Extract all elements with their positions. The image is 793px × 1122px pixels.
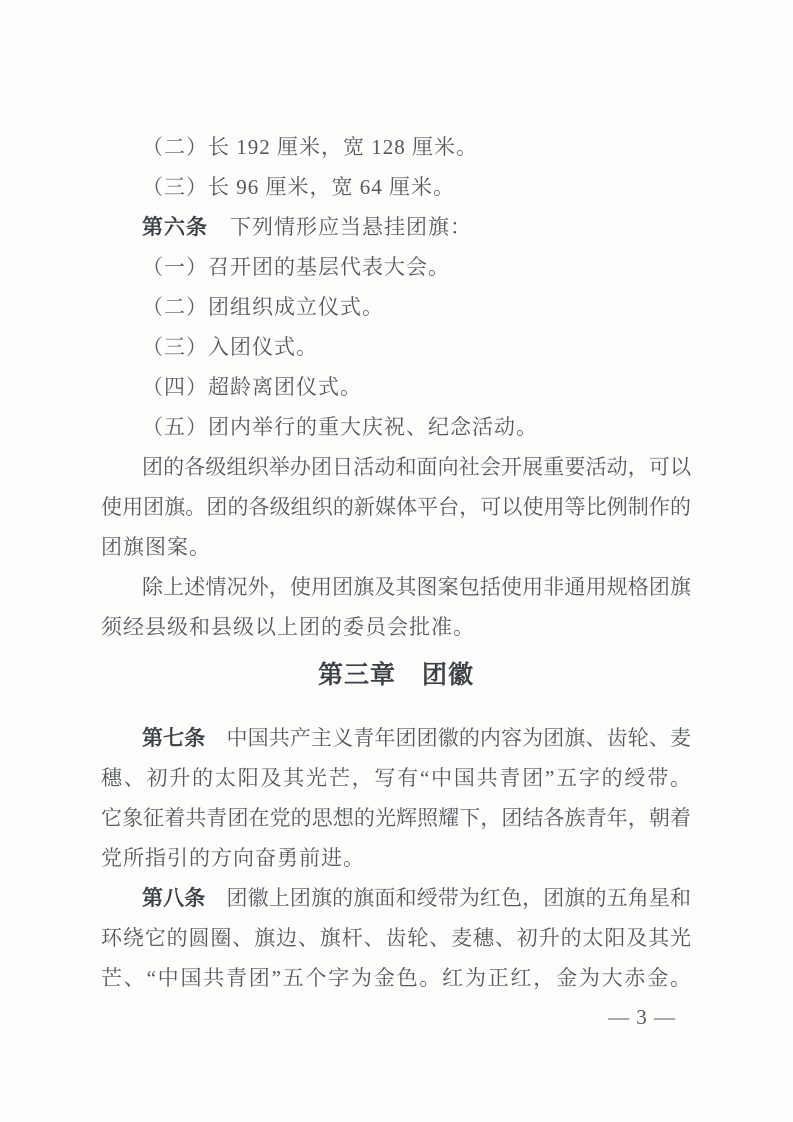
- line-text: 下列情形应当悬挂团旗：: [208, 215, 472, 239]
- line-text: 须经县级和县级以上团的委员会批准。: [101, 615, 475, 639]
- doc-line: [101, 718, 691, 758]
- doc-body: [101, 127, 691, 998]
- chapter-heading: 第三章 团徽: [317, 662, 474, 689]
- doc-line: [101, 527, 691, 567]
- doc-line: [101, 327, 691, 367]
- doc-line: [101, 958, 691, 998]
- doc-line: [101, 367, 691, 407]
- line-text: 除上述情况外，使用团旗及其图案包括使用非通用规格团旗: [142, 575, 691, 599]
- doc-line: [101, 838, 691, 878]
- doc-line: [101, 878, 691, 918]
- line-text: 团徽上团旗的旗面和绶带为红色，团旗的五角星和: [205, 886, 692, 910]
- doc-line: [101, 447, 691, 487]
- article-number-label: 第六条: [142, 215, 208, 239]
- doc-line: [101, 247, 691, 287]
- line-text: （一）召开团的基层代表大会。: [142, 255, 450, 279]
- doc-line: [101, 567, 691, 607]
- doc-line: [101, 758, 691, 798]
- doc-line: [101, 127, 691, 167]
- line-text: （四）超龄离团仪式。: [142, 375, 362, 399]
- doc-line: [101, 407, 691, 447]
- line-text: 团旗图案。: [101, 535, 211, 559]
- line-text: 团的各级组织举办团日活动和面向社会开展重要活动，可以: [142, 455, 691, 479]
- line-text: 中国共产主义青年团团徽的内容为团旗、齿轮、麦: [205, 726, 692, 750]
- line-text: 党所指引的方向奋勇前进。: [101, 846, 365, 870]
- line-text: （三）长 96 厘米，宽 64 厘米。: [142, 175, 455, 199]
- line-text: （三）入团仪式。: [142, 335, 318, 359]
- page-number: — 3 —: [608, 1005, 676, 1029]
- line-text: 它象征着共青团在党的思想的光辉照耀下，团结各族青年，朝着: [101, 806, 691, 830]
- doc-line: [101, 167, 691, 207]
- doc-line: [101, 798, 691, 838]
- line-text: 环绕它的圆圈、旗边、旗杆、齿轮、麦穗、初升的太阳及其光: [101, 926, 691, 950]
- line-text: （二）长 192 厘米，宽 128 厘米。: [142, 135, 478, 159]
- article-number-label: 第八条: [142, 886, 206, 910]
- doc-line: [101, 207, 691, 247]
- line-text: 穗、初升的太阳及其光芒，写有“中国共青团”五字的绶带。: [101, 766, 691, 790]
- line-text: 芒、“中国共青团”五个字为金色。红为正红，金为大赤金。: [101, 966, 691, 990]
- doc-line: [101, 607, 691, 647]
- line-text: （五）团内举行的重大庆祝、纪念活动。: [142, 415, 538, 439]
- doc-line: [101, 918, 691, 958]
- line-text: 使用团旗。团的各级组织的新媒体平台，可以使用等比例制作的: [101, 495, 691, 519]
- doc-line: [101, 487, 691, 527]
- line-text: （二）团组织成立仪式。: [142, 295, 384, 319]
- doc-line: [101, 287, 691, 327]
- article-number-label: 第七条: [142, 726, 206, 750]
